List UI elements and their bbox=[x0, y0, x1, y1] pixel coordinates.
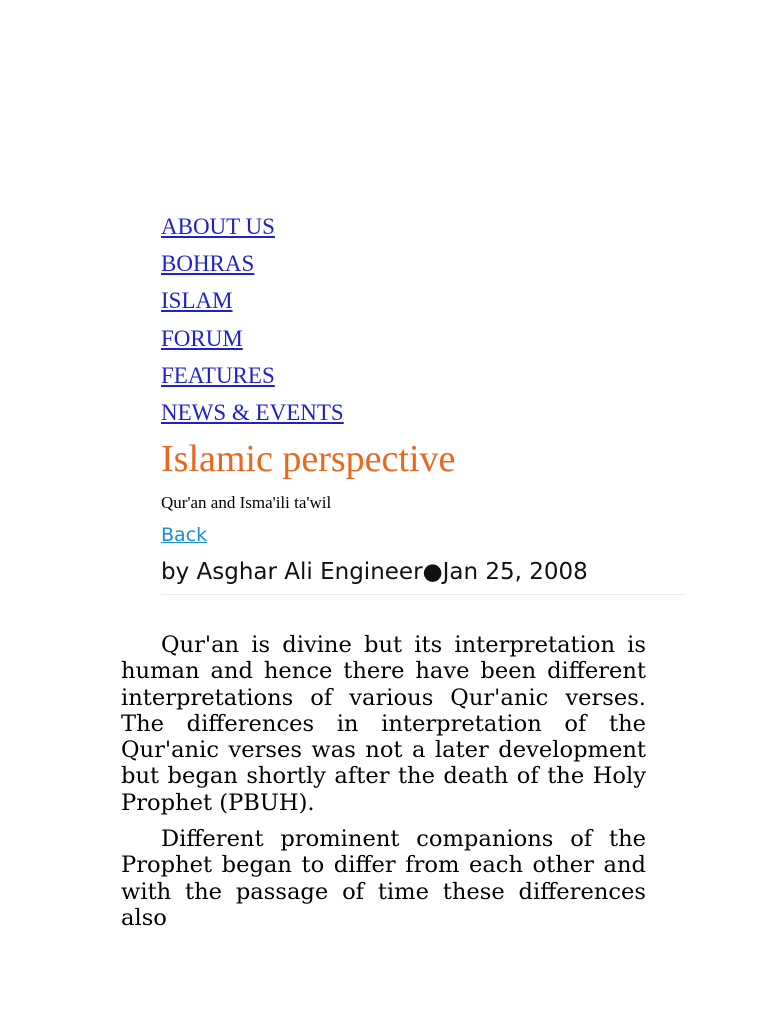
byline-divider bbox=[161, 594, 686, 595]
nav-link-about-us[interactable]: ABOUT US bbox=[161, 214, 275, 239]
back-link[interactable]: Back bbox=[161, 524, 208, 546]
section-title: Islamic perspective bbox=[161, 438, 456, 480]
nav-item-forum bbox=[161, 324, 344, 361]
article-paragraph: Different prominent companions of the Prophet began to differ from each other and with the passage of time these differences also bbox=[121, 826, 646, 931]
main-navigation bbox=[161, 212, 344, 435]
nav-link-features[interactable]: FEATURES bbox=[161, 362, 275, 388]
nav-link-islam[interactable]: ISLAM bbox=[161, 288, 233, 314]
nav-item-islam bbox=[161, 286, 344, 323]
nav-item-features bbox=[161, 361, 344, 398]
nav-link-news-events[interactable]: NEWS & EVENTS bbox=[161, 399, 344, 425]
article-body bbox=[121, 632, 646, 941]
nav-item-bohras bbox=[161, 249, 344, 286]
article-paragraph: Qur'an is divine but its interpretation is human and hence there have been different interpretations of various Qur'anic verses. The differences in interpretation of the Qur'anic verses was not a later development but began shortly after the death of the Holy Prophet (PBUH). bbox=[121, 632, 646, 816]
nav-item-about-us bbox=[161, 212, 344, 249]
nav-item-news-events bbox=[161, 398, 344, 435]
article-subtitle: Qur'an and Isma'ili ta'wil bbox=[161, 493, 332, 512]
nav-link-forum[interactable]: FORUM bbox=[161, 325, 243, 351]
nav-link-bohras[interactable]: BOHRAS bbox=[161, 251, 255, 277]
article-byline: by Asghar Ali Engineer●Jan 25, 2008 bbox=[161, 559, 588, 585]
